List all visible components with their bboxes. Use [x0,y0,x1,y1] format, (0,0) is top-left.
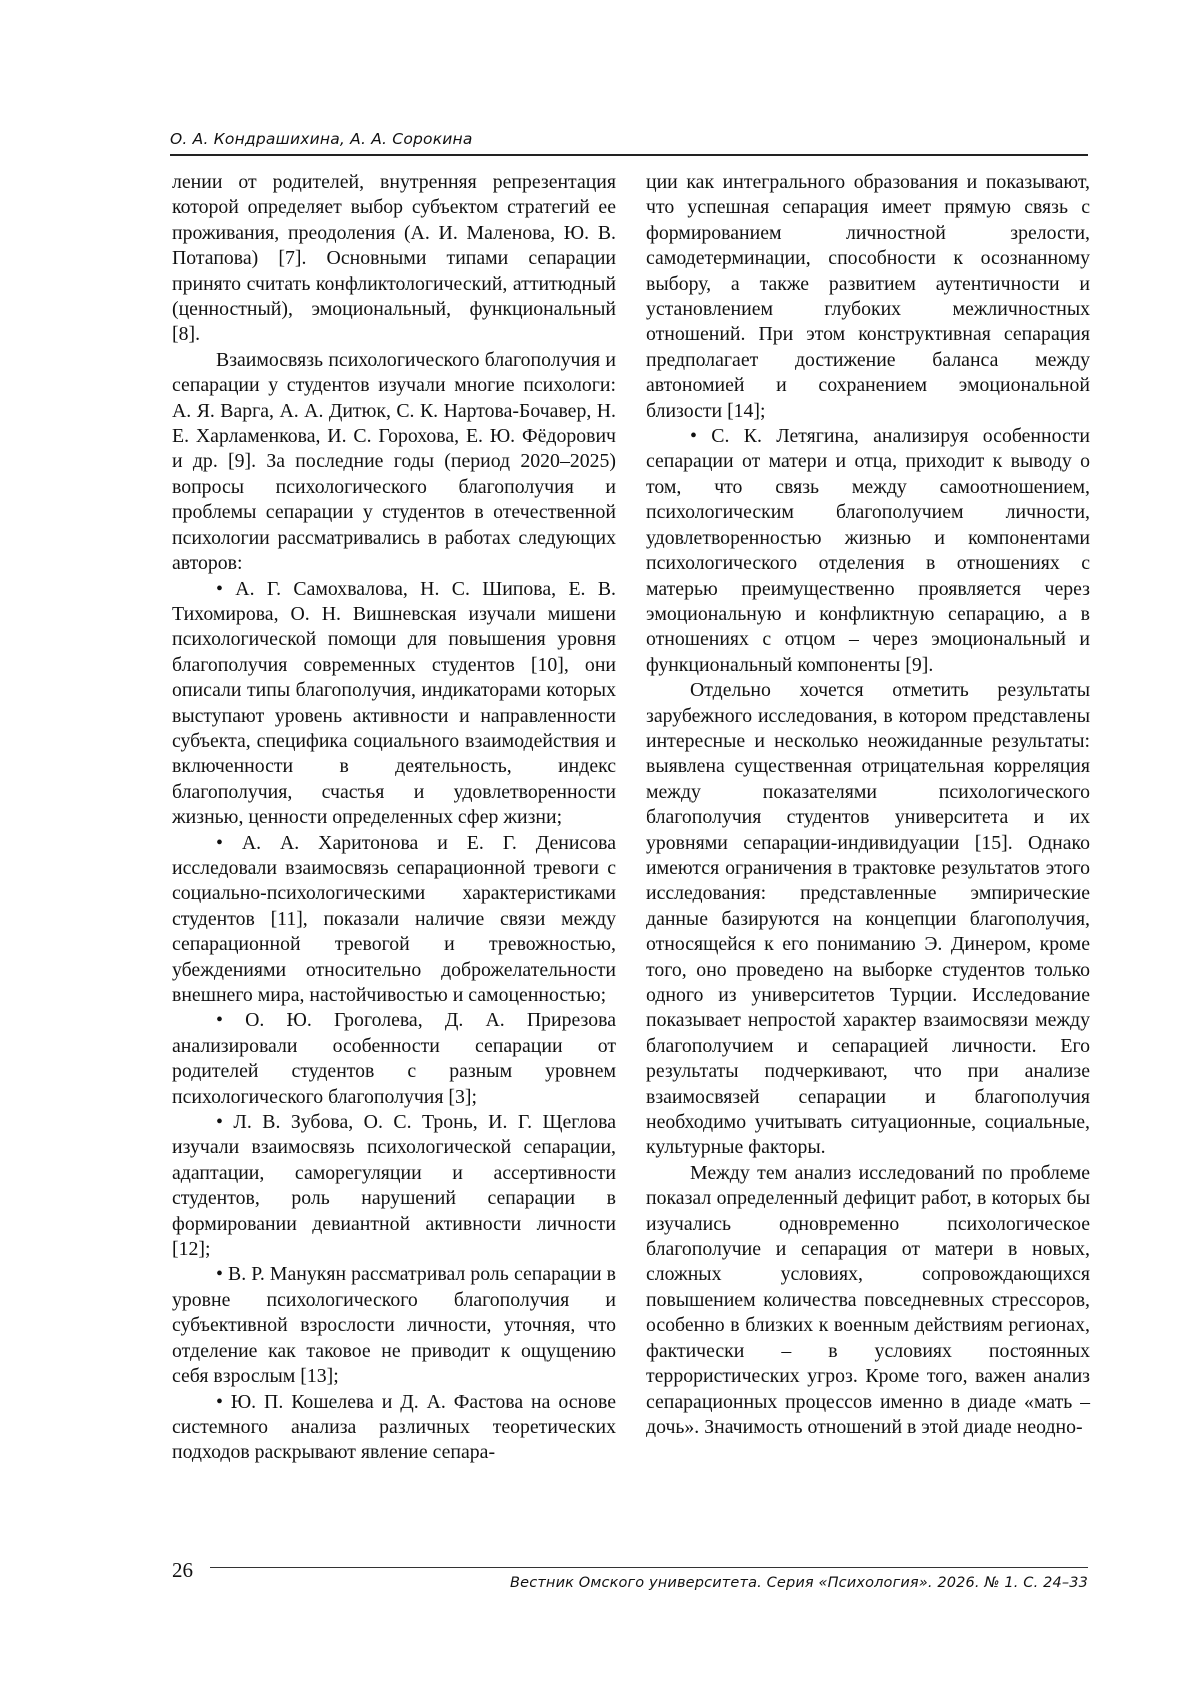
paragraph: ции как интегрального образования и показывают, что успешная сепарация имеет прямую связь с формированием личностной зрелости, самодетерминации, способности к осознанному выбору, а также развитием аутентичности и установлением глубоких межличностных отношений. При этом конструктивная сепарация предполагает достижение баланса между автономией и сохранением эмоциональной близости [14]; [646,171,1090,422]
paragraph: Между тем анализ исследований по проблеме показал определенный дефицит работ, в которых бы изучались одновременно психологическое благополучие и сепарация от матери в новых, сложных условиях, сопровождающихся повышением количества повседневных стрессоров, особенно в близких к военным действиям регионах, фактически – в условиях постоянных террористических угроз. Кроме того, важен анализ сепарационных процессов именно в диаде «мать – дочь». Значимость отношений в этой диаде неодно- [646,1161,1090,1438]
footer-rule [210,1567,1088,1568]
bullet-paragraph: • С. К. Летягина, анализируя особенности сепарации от матери и отца, приходит к выводу о том, что связь между самоотношением, психологическим благополучием личности, удовлетворенностью жизнью и компонентами психологического отделения в отношениях с матерью преимущественно проявляется через эмоциональную и конфликтную сепарацию, а в отношениях с отцом – через эмоциональный и функциональный компоненты [9]. [646,425,1090,676]
paragraph: Отдельно хочется отметить результаты зарубежного исследования, в котором представлены интересные и несколько неожиданные результаты: выявлена существенная отрицательная корреляция между показателями психологического благополучия студентов университета и их уровнями сепарации-индивидуации [15]. Однако имеются ограничения в трактовке результатов этого исследования: представленные эмпирические данные базируются на концепции благополучия, относящейся к его пониманию Э. Динером, кроме того, оно проведено на выборке студентов только одного из университетов Турции. Исследование показывает непростой характер взаимосвязи между благополучием и сепарацией личности. Его результаты подчеркивают, что при анализе взаимосвязей сепарации и благополучия необходимо учитывать ситуационные, социальные, культурные факторы. [646,679,1090,1159]
bullet-paragraph: • А. Г. Самохвалова, Н. С. Шипова, Е. В. Тихомирова, О. Н. Вишневская изучали мишени психологической помощи для повышения уровня благополучия современных студентов [10], они описали типы благополучия, индикаторами которых выступают уровень активности и направленности субъекта, специфика социального взаимодействия и включенности в деятельность, индекс благополучия, счастья и удовлетворенности жизнью, ценности определенных сфер жизни; [172,577,616,829]
header-rule [170,154,1088,156]
paragraph: Взаимосвязь психологического благополучия и сепарации у студентов изучали многие психологи: А. Я. Варга, А. А. Дитюк, С. К. Нартова-Бочавер, Н. Е. Харламенкова, И. С. Горохова, Е. Ю. Фёдорович и др. [9]. За последние годы (период 2020–2025) вопросы психологического благополучия и проблемы сепарации у студентов в отечественной психологии рассматривались в работах следующих авторов: [172,348,616,575]
bullet-paragraph: • А. А. Харитонова и Е. Г. Денисова исследовали взаимосвязь сепарационной тревоги с социально-психологическими характеристиками студентов [11], показали наличие связи между сепарационной тревогой и тревожностью, убеждениями относительно доброжелательности внешнего мира, настойчивостью и самоценностью; [172,831,616,1006]
paragraph: лении от родителей, внутренняя репрезентация которой определяет выбор субъектом стратегий ее проживания, преодоления (А. И. Маленова, Ю. В. Потапова) [7]. Основными типами сепарации принято считать конфликтологический, аттитюдный (ценностный), эмоциональный, функциональный [8]. [172,171,616,346]
journal-citation: Вестник Омского университета. Серия «Психология». 2026. № 1. С. 24–33 [510,1575,1088,1591]
bullet-paragraph: • В. Р. Манукян рассматривал роль сепарации в уровне психологического благополучия и субъективной взрослости личности, уточняя, что отделение как таковое не приводит к ощущению себя взрослым [13]; [172,1263,616,1388]
left-column [172,170,616,1466]
bullet-paragraph: • Ю. П. Кошелева и Д. А. Фастова на основе системного анализа различных теоретических подходов раскрывают явление сепара- [172,1390,616,1464]
bullet-paragraph: • О. Ю. Гроголева, Д. А. Прирезова анализировали особенности сепарации от родителей студентов с разным уровнем психологического благополучия [3]; [172,1009,616,1108]
page-number: 26 [172,1558,193,1582]
running-head-authors: О. А. Кондрашихина, А. А. Сорокина [170,130,473,148]
right-column [646,170,1090,1440]
bullet-paragraph: • Л. В. Зубова, О. С. Тронь, И. Г. Щеглова изучали взаимосвязь психологической сепарации, адаптации, саморегуляции и ассертивности студентов, роль нарушений сепарации в формировании девиантной активности личности [12]; [172,1111,616,1261]
